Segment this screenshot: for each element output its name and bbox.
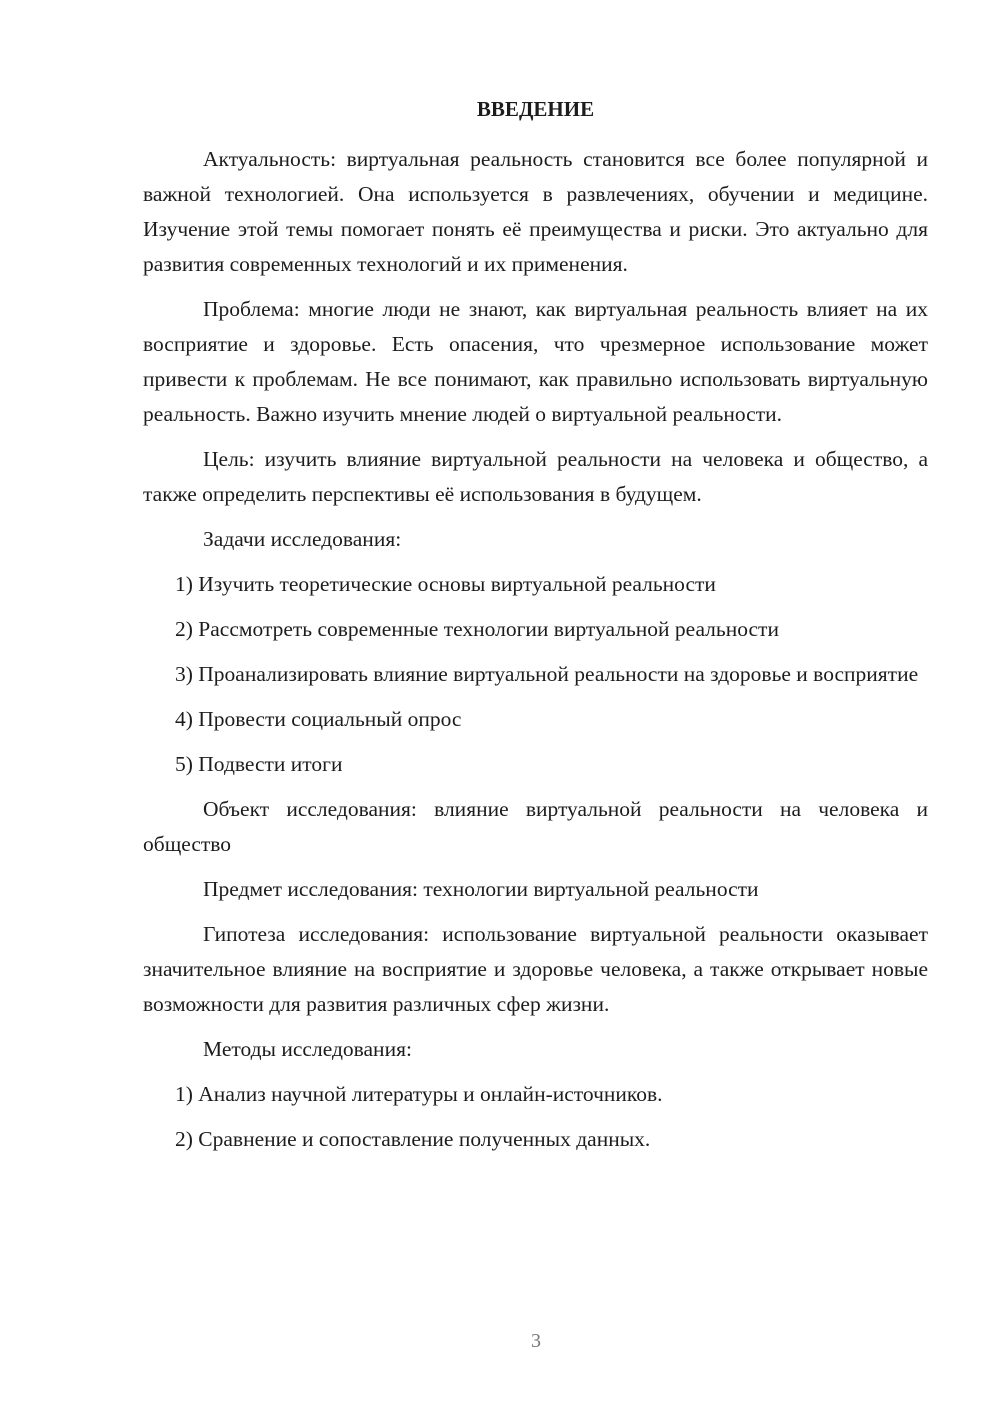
method-item: 2) Сравнение и сопоставление полученных данных. xyxy=(175,1127,651,1151)
task-item: 4) Провести социальный опрос xyxy=(175,707,462,731)
relevance-paragraph: Актуальность: виртуальная реальность становится все более популярной и важной технологией. Она используется в развлечениях, обучении и медицине. Изучение этой темы помогает понять её преимущества и риски. Это актуально для развития современных технологий и их применения. xyxy=(143,147,928,276)
task-item: 5) Подвести итоги xyxy=(175,752,343,776)
document-body xyxy=(143,92,928,1167)
object-paragraph: Объект исследования: влияние виртуальной реальности на человека и общество xyxy=(143,797,928,856)
methods-heading: Методы исследования: xyxy=(203,1037,412,1061)
goal-paragraph: Цель: изучить влияние виртуальной реальности на человека и общество, а также определить перспективы её использования в будущем. xyxy=(143,447,928,506)
task-item: 1) Изучить теоретические основы виртуальной реальности xyxy=(175,572,716,596)
tasks-heading: Задачи исследования: xyxy=(203,527,402,551)
subject-paragraph: Предмет исследования: технологии виртуальной реальности xyxy=(203,877,759,901)
method-item: 1) Анализ научной литературы и онлайн-источников. xyxy=(175,1082,663,1106)
page-number: 3 xyxy=(531,1330,541,1352)
problem-paragraph: Проблема: многие люди не знают, как виртуальная реальность влияет на их восприятие и здоровье. Есть опасения, что чрезмерное использование может привести к проблемам. Не все понимают, как правильно использовать виртуальную реальность. Важно изучить мнение людей о виртуальной реальности. xyxy=(143,297,928,426)
page-title: ВВЕДЕНИЕ xyxy=(476,97,595,121)
hypothesis-paragraph: Гипотеза исследования: использование виртуальной реальности оказывает значительное влияние на восприятие и здоровье человека, а также открывает новые возможности для развития различных сфер жизни. xyxy=(143,922,928,1016)
task-item: 3) Проанализировать влияние виртуальной реальности на здоровье и восприятие xyxy=(175,662,919,686)
task-item: 2) Рассмотреть современные технологии виртуальной реальности xyxy=(175,617,779,641)
